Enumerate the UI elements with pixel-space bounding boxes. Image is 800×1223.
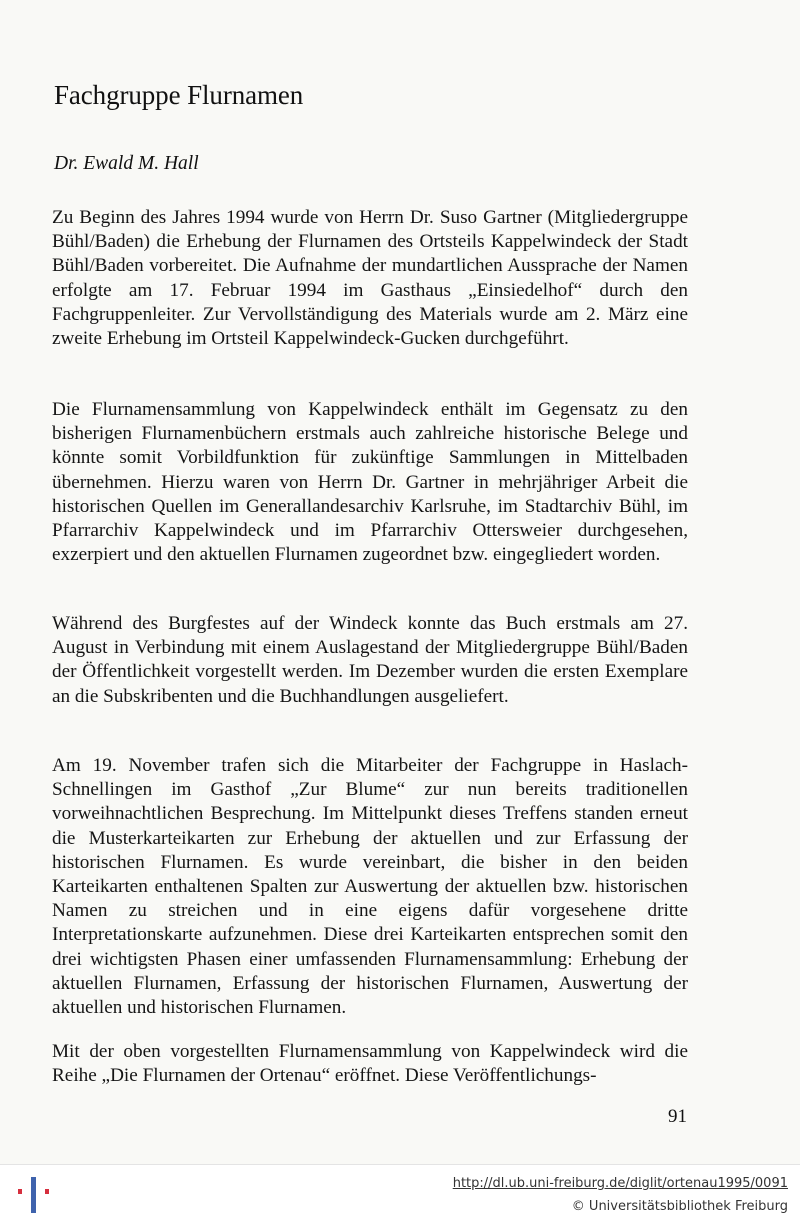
paragraph-4: Am 19. November trafen sich die Mitarbeiter der Fachgruppe in Haslach-Schnellingen im Gasthof „Zur Blume“ zur nun bereits traditionellen vorweihnachtlichen Besprechung. Im Mittelpunkt dieses Treffens standen erneut die Musterkarteikarten zur Erhebung der aktuellen und zur Erfassung der historischen Flurnamen. Es wurde vereinbart, die bisher in den beiden Karteikarten enthaltenen Spalten zur Auswertung der aktuellen bzw. historischen Namen zu streichen und in eine eigens dafür vorgesehene dritte Interpretationskarte aufzunehmen. Diese drei Karteikarten entsprechen somit den drei wichtigsten Phasen einer umfassenden Flurnamensammlung: Erhebung der aktuellen Flurnamen, Erfassung der historischen Flurnamen, Auswertung der aktuellen und historischen Flurnamen. (52, 755, 688, 1019)
paragraph-1: Zu Beginn des Jahres 1994 wurde von Herrn Dr. Suso Gartner (Mitgliedergruppe Bühl/Baden) die Erhebung der Flurnamen des Ortsteils Kappelwindeck der Stadt Bühl/Baden vorbereitet. Die Aufnahme der mundartlichen Aussprache der Namen erfolgte am 17. Februar 1994 im Gasthaus „Einsiedelhof“ durch den Fachgruppenleiter. Zur Vervollständigung des Materials wurde am 2. März eine zweite Erhebung im Ortsteil Kappelwindeck-Gucken durchgeführt. (52, 207, 688, 350)
logo-center-bar (31, 1177, 36, 1213)
digital-library-footer (0, 1164, 800, 1223)
paragraph-5: Mit der oben vorgestellten Flurnamensammlung von Kappelwindeck wird die Reihe „Die Flurnamen der Ortenau“ eröffnet. Diese Veröffentlichungs- (52, 1041, 688, 1087)
logo-right-mark (45, 1189, 49, 1194)
document-url-link[interactable]: http://dl.ub.uni-freiburg.de/diglit/ortenau1995/0091 (452, 1176, 788, 1191)
logo-accent-mark (31, 1196, 36, 1206)
ub-freiburg-logo-icon (14, 1169, 54, 1219)
paragraph-3: Während des Burgfestes auf der Windeck konnte das Buch erstmals am 27. August in Verbindung mit einem Auslagestand der Mitgliedergruppe Bühl/Baden der Öffentlichkeit vorgestellt werden. Im Dezember wurden die ersten Exemplare an die Subskribenten und die Buchhandlungen ausgeliefert. (52, 613, 688, 707)
copyright-notice: © Universitätsbibliothek Freiburg (571, 1199, 788, 1214)
logo-left-mark (18, 1189, 22, 1194)
document-heading: Fachgruppe Flurnamen (54, 80, 304, 110)
author-name: Dr. Ewald M. Hall (54, 153, 199, 174)
page-number: 91 (668, 1106, 687, 1127)
paragraph-2: Die Flurnamensammlung von Kappelwindeck enthält im Gegensatz zu den bisherigen Flurnamenbüchern erstmals auch zahlreiche historische Belege und könnte somit Vorbildfunktion für zukünftige Sammlungen in Mittelbaden übernehmen. Hierzu waren von Herrn Dr. Gartner in mehrjähriger Arbeit die historischen Quellen im Generallandesarchiv Karlsruhe, im Stadtarchiv Bühl, im Pfarrarchiv Kappelwindeck und im Pfarrarchiv Ottersweier durchgesehen, exzerpiert und den aktuellen Flurnamen zugeordnet bzw. eingegliedert worden. (52, 399, 688, 566)
